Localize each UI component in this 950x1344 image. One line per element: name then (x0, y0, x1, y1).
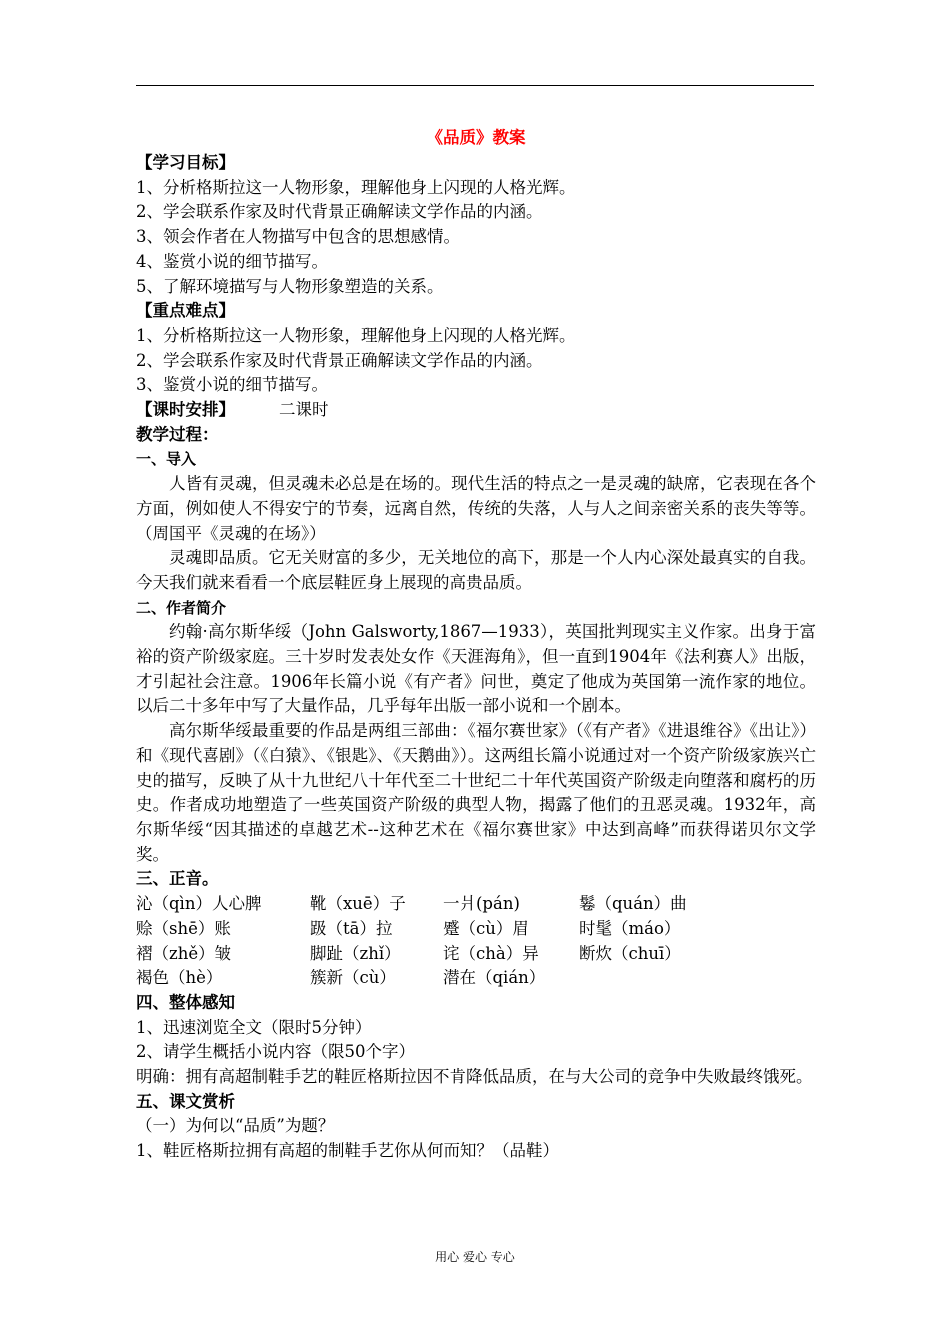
pronunciation-entry: 时髦（máo） (579, 918, 681, 938)
pronunciation-entry: 沁（qìn）人心脾 (136, 894, 262, 914)
objective-item: 3、领会作者在人物描写中包含的思想感情。 (136, 227, 460, 247)
intro-heading: 一、导入 (136, 450, 197, 469)
pronunciation-entry: 断炊（chuī） (579, 943, 681, 963)
process-heading: 教学过程： (136, 424, 219, 444)
pronunciation-entry: 靴（xuē）子 (310, 894, 406, 914)
author-heading: 二、作者简介 (136, 598, 227, 617)
intro-paragraph: 灵魂即品质。它无关财富的多少，无关地位的高下，那是一个人内心深处最真实的自我。今天我们就来看看一个底层鞋匠身上展现的高贵品质。 (136, 548, 816, 592)
author-paragraph: 约翰·高尔斯华绥（John Galsworty,1867—1933），英国批判现实主义作家。出身于富裕的资产阶级家庭。三十岁时发表处女作《天涯海角》，但一直到1904年《法利赛人》出版，才引起社会注意。1906年长篇小说《有产者》问世，奠定了他成为英国第一流作家的地位。以后二十多年中写了大量作品，几乎每年出版一部小说和一个剧本。 (136, 622, 816, 716)
objective-item: 2、学会联系作家及时代背景正确解读文学作品的内涵。 (136, 202, 543, 222)
overall-item: 2、请学生概括小说内容（限50个字） (136, 1042, 415, 1062)
pronunciation-entry: 赊（shē）账 (136, 918, 231, 938)
pronunciation-entry: 一爿(pán) (443, 894, 520, 914)
keypoints-heading: 【重点难点】 (136, 301, 235, 321)
overall-heading: 四、整体感知 (136, 992, 235, 1012)
document-body (136, 126, 816, 1164)
keypoint-item: 3、鉴赏小说的细节描写。 (136, 375, 328, 395)
objectives-heading: 【学习目标】 (136, 153, 235, 172)
analysis-item: （一）为何以“品质”为题？ (136, 1116, 335, 1136)
pronunciation-entry: 蹙（cù）眉 (443, 918, 529, 938)
schedule-value: 二课时 (279, 400, 329, 420)
pronunciation-entry: 簇新（cù） (310, 968, 396, 988)
objective-item: 1、分析格斯拉这一人物形象，理解他身上闪现的人格光辉。 (136, 177, 576, 197)
pronunciation-row (136, 942, 816, 967)
schedule-line (136, 398, 816, 423)
pronunciation-entry: 潜在（qián） (443, 968, 546, 988)
pronunciation-entry: 褐色（hè） (136, 968, 223, 988)
keypoint-item: 2、学会联系作家及时代背景正确解读文学作品的内涵。 (136, 350, 543, 370)
analysis-heading: 五、课文赏析 (136, 1091, 235, 1111)
page-title: 《品质》教案 (426, 128, 526, 147)
pronunciation-entry: 诧（chà）异 (443, 943, 539, 963)
objective-item: 5、了解环境描写与人物形象塑造的关系。 (136, 276, 444, 296)
author-paragraph: 高尔斯华绥最重要的作品是两组三部曲：《福尔赛世家》（《有产者》《进退维谷》《出让》）和《现代喜剧》（《白猿》、《银匙》、《天鹅曲》）。这两组长篇小说通过对一个资产阶级家族兴亡史的描写，反映了从十九世纪八十年代至二十世纪二十年代英国资产阶级走向堕落和腐朽的历史。作者成功地塑造了一些英国资产阶级的典型人物，揭露了他们的丑恶灵魂。1932年，高尔斯华绥“因其描述的卓越艺术--这种艺术在《福尔赛世家》中达到高峰”而获得诺贝尔文学奖。 (136, 721, 816, 864)
pronunciation-entry: 趿（tā）拉 (310, 918, 393, 938)
pronunciation-entry: 褶（zhě）皱 (136, 943, 232, 963)
pronunciation-entry: 脚趾（zhǐ） (310, 943, 401, 963)
pronunciation-heading: 三、正音。 (136, 869, 219, 889)
pronunciation-row (136, 966, 816, 991)
pronunciation-entry: 鬈（quán）曲 (579, 894, 687, 914)
overall-answer: 明确：拥有高超制鞋手艺的鞋匠格斯拉因不肯降低品质，在与大公司的竞争中失败最终饿死。 (136, 1067, 813, 1087)
schedule-heading: 【课时安排】 (136, 400, 235, 420)
pronunciation-row (136, 917, 816, 942)
intro-paragraph: 人皆有灵魂，但灵魂未必总是在场的。现代生活的特点之一是灵魂的缺席，它表现在各个方面，例如使人不得安宁的节奏，远离自然，传统的失落，人与人之间亲密关系的丧失等等。（周国平《灵魂的在场》） (136, 474, 816, 543)
objective-item: 4、鉴赏小说的细节描写。 (136, 251, 328, 271)
overall-item: 1、迅速浏览全文（限时5分钟） (136, 1017, 372, 1037)
page-footer: 用心 爱心 专心 (435, 1250, 515, 1264)
header-rule (136, 85, 814, 86)
keypoint-item: 1、分析格斯拉这一人物形象，理解他身上闪现的人格光辉。 (136, 325, 576, 345)
analysis-item: 1、鞋匠格斯拉拥有高超的制鞋手艺你从何而知？（品鞋） (136, 1141, 559, 1161)
pronunciation-row (136, 892, 816, 917)
